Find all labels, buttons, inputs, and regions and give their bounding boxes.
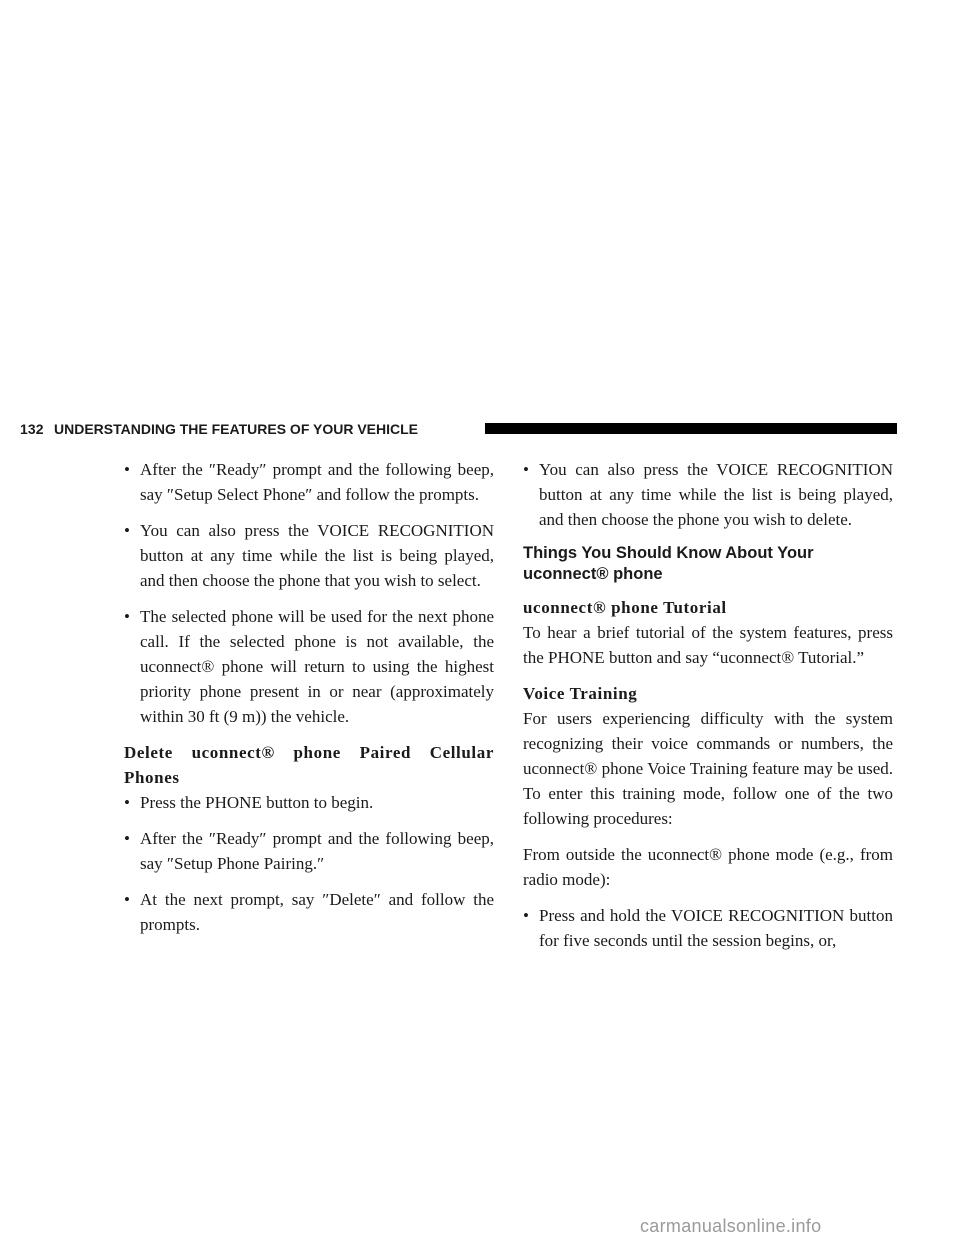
tutorial-text: To hear a brief tutorial of the system features, press the PHONE button and say “uconnect® Tutorial.” (523, 623, 893, 667)
list-item (124, 826, 494, 876)
bullet-icon: • (124, 793, 130, 812)
right-column (523, 457, 893, 964)
section-title: UNDERSTANDING THE FEATURES OF YOUR VEHICLE (54, 421, 419, 437)
list-item-text: You can also press the VOICE RECOGNITION button at any time while the list is being played, and then choose the phone you wish to delete. (539, 460, 893, 529)
bullet-icon: • (124, 829, 130, 848)
section-heading: Things You Should Know About Your uconnect® phone (523, 544, 814, 583)
outside-mode-text: From outside the uconnect® phone mode (e.g., from radio mode): (523, 845, 893, 889)
watermark: carmanualsonline.info (640, 1216, 822, 1236)
bullet-icon: • (124, 607, 130, 626)
list-item (523, 903, 893, 953)
list-item (124, 790, 494, 815)
bullet-icon: • (523, 906, 529, 925)
list-item-text: The selected phone will be used for the next phone call. If the selected phone is not available, the uconnect® phone will return to using the highest priority phone present in or near (approximately within 30 ft (9 m)) the vehicle. (140, 607, 494, 726)
voice-training-text: For users experiencing difficulty with the system recognizing their voice commands or numbers, the uconnect® phone Voice Training feature may be used. To enter this training mode, follow one of the two following procedures: (523, 709, 893, 828)
page-number: 132 (20, 421, 44, 437)
bullet-icon: • (523, 460, 529, 479)
list-item (124, 887, 494, 937)
delete-phones-heading: Delete uconnect® phone Paired Cellular Phones (124, 743, 494, 787)
list-item (124, 518, 494, 593)
list-item (124, 604, 494, 729)
voice-training-heading: Voice Training (523, 684, 638, 703)
list-item-text: Press and hold the VOICE RECOGNITION button for five seconds until the session begins, or, (539, 906, 893, 950)
list-item-text: After the ″Ready″ prompt and the following beep, say ″Setup Select Phone″ and follow the prompts. (140, 460, 494, 504)
tutorial-heading: uconnect® phone Tutorial (523, 598, 727, 617)
list-item (523, 457, 893, 532)
bullet-icon: • (124, 890, 130, 909)
bullet-icon: • (124, 460, 130, 479)
bullet-icon: • (124, 521, 130, 540)
left-column (124, 457, 494, 948)
list-item (124, 457, 494, 507)
header-rule (485, 423, 897, 434)
list-item-text: You can also press the VOICE RECOGNITION button at any time while the list is being played, and then choose the phone that you wish to select. (140, 521, 494, 590)
list-item-text: Press the PHONE button to begin. (140, 793, 374, 812)
page-header (0, 420, 960, 438)
list-item-text: At the next prompt, say ″Delete″ and follow the prompts. (140, 890, 494, 934)
list-item-text: After the ″Ready″ prompt and the following beep, say ″Setup Phone Pairing.″ (140, 829, 494, 873)
